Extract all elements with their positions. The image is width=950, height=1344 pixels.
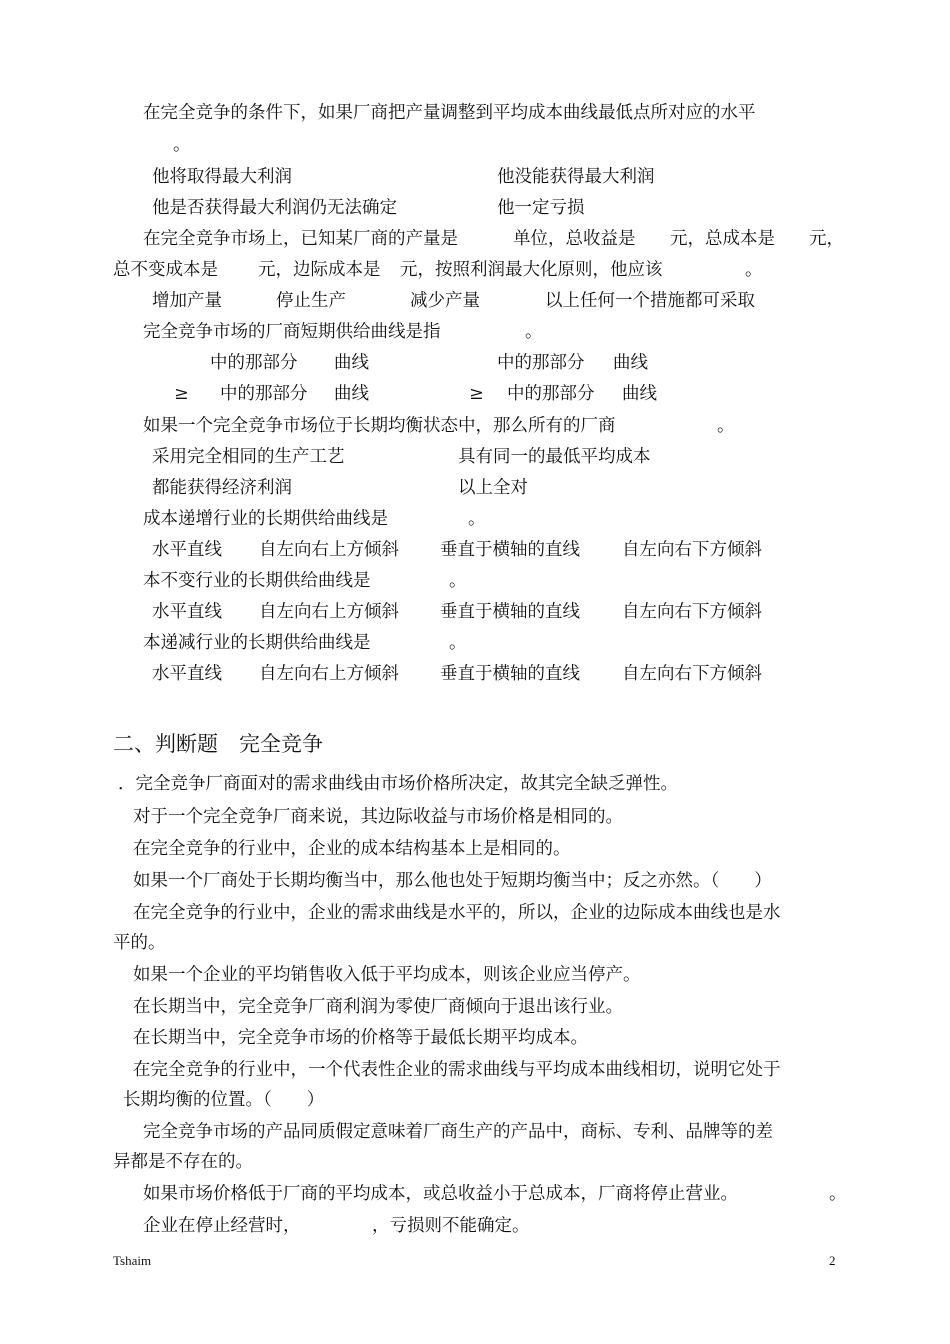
- q7-option-b: 自左向右上方倾斜: [259, 664, 399, 684]
- q4-option-d: 以上全对: [458, 478, 528, 498]
- q4-option-b: 具有同一的最低平均成本: [458, 447, 651, 467]
- q3-option-c-part1: 中的那部分: [220, 384, 308, 404]
- q6-option-c: 垂直于横轴的直线: [440, 602, 580, 622]
- q2-line2-part4: 。: [745, 260, 763, 280]
- q2-option-b: 停止生产: [276, 291, 346, 311]
- q3-option-d-part1: 中的那部分: [507, 384, 595, 404]
- q5-option-a: 水平直线: [152, 540, 222, 560]
- tf-item: 在长期当中，完全竞争市场的价格等于最低长期平均成本。: [133, 1028, 588, 1048]
- q6-stem: 本不变行业的长期供给曲线是: [143, 571, 371, 591]
- q4-option-a: 采用完全相同的生产工艺: [152, 447, 345, 467]
- q3-option-a-part1: 中的那部分: [210, 353, 298, 373]
- tf-item-part1: 企业在停止经营时，: [143, 1216, 301, 1236]
- tf-item: 在完全竞争的行业中，企业的成本结构基本上是相同的。: [133, 839, 571, 859]
- q2-stem-part1: 在完全竞争市场上，已知某厂商的产量是: [143, 229, 458, 249]
- q3-stem: 完全竞争市场的厂商短期供给曲线是指: [143, 322, 441, 342]
- footer-label: Tshaim: [113, 1253, 152, 1268]
- q2-line2-part3: 元，按照利润最大化原则，他应该: [400, 260, 663, 280]
- q2-option-c: 减少产量: [410, 291, 480, 311]
- q5-option-d: 自左向右下方倾斜: [622, 540, 762, 560]
- tf-item-continuation: 平的。: [113, 933, 166, 953]
- q3-option-d-symbol: ≥: [469, 384, 484, 404]
- q4-stem-end: 。: [717, 416, 735, 436]
- q6-stem-end: 。: [449, 571, 467, 591]
- q6-option-a: 水平直线: [152, 602, 222, 622]
- q3-option-d-part2: 曲线: [622, 384, 657, 404]
- q5-stem-end: 。: [468, 509, 486, 529]
- q1-stem-end: 。: [173, 135, 191, 155]
- q1-stem: 在完全竞争的条件下，如果厂商把产量调整到平均成本曲线最低点所对应的水平: [143, 103, 756, 123]
- q3-option-a-part2: 曲线: [334, 353, 369, 373]
- tf-item-continuation: 异都是不存在的。: [113, 1152, 253, 1172]
- q6-option-b: 自左向右上方倾斜: [259, 602, 399, 622]
- q2-stem-part3: 元，总成本是: [670, 229, 775, 249]
- q1-option-a: 他将取得最大利润: [152, 167, 292, 187]
- q5-option-c: 垂直于横轴的直线: [440, 540, 580, 560]
- q1-option-c: 他是否获得最大利润仍无法确定: [152, 198, 397, 218]
- q7-option-a: 水平直线: [152, 664, 222, 684]
- tf-item-end-mark: 。: [829, 1184, 847, 1204]
- q7-option-c: 垂直于横轴的直线: [440, 664, 580, 684]
- section-heading: 二、判断题 完全竞争: [113, 732, 323, 756]
- q7-option-d: 自左向右下方倾斜: [622, 664, 762, 684]
- q5-stem: 成本递增行业的长期供给曲线是: [143, 509, 388, 529]
- q2-line2-part2: 元，边际成本是: [258, 260, 381, 280]
- tf-item: ．完全竞争厂商面对的需求曲线由市场价格所决定，故其完全缺乏弹性。: [118, 774, 678, 794]
- tf-item: 在完全竞争的行业中，企业的需求曲线是水平的，所以，企业的边际成本曲线也是水: [133, 903, 781, 923]
- tf-item-continuation: 长期均衡的位置。（ ）: [123, 1090, 325, 1110]
- tf-item-part2: ，亏损则不能确定。: [372, 1216, 530, 1236]
- q5-option-b: 自左向右上方倾斜: [259, 540, 399, 560]
- tf-item: 对于一个完全竞争厂商来说，其边际收益与市场价格是相同的。: [133, 807, 623, 827]
- q2-stem-part4: 元，: [809, 229, 844, 249]
- q3-stem-end: 。: [525, 322, 543, 342]
- q2-line2-part1: 总不变成本是: [113, 260, 218, 280]
- tf-item: 如果一个厂商处于长期均衡当中，那么他也处于短期均衡当中；反之亦然。（ ）: [133, 871, 772, 891]
- q7-stem-end: 。: [449, 633, 467, 653]
- q4-stem: 如果一个完全竞争市场位于长期均衡状态中，那么所有的厂商: [143, 416, 616, 436]
- q7-stem: 本递减行业的长期供给曲线是: [143, 633, 371, 653]
- q2-option-d: 以上任何一个措施都可采取: [545, 291, 755, 311]
- q1-option-d: 他一定亏损: [497, 198, 585, 218]
- page-number: 2: [829, 1253, 836, 1268]
- q4-option-c: 都能获得经济利润: [152, 478, 292, 498]
- q2-option-a: 增加产量: [152, 291, 222, 311]
- tf-item: 完全竞争市场的产品同质假定意味着厂商生产的产品中，商标、专利、品牌等的差: [143, 1122, 773, 1142]
- q3-option-c-symbol: ≥: [174, 384, 189, 404]
- q3-option-b-part1: 中的那部分: [497, 353, 585, 373]
- q2-stem-part2: 单位，总收益是: [513, 229, 636, 249]
- tf-item: 如果一个企业的平均销售收入低于平均成本，则该企业应当停产。: [133, 965, 641, 985]
- q6-option-d: 自左向右下方倾斜: [622, 602, 762, 622]
- q3-option-c-part2: 曲线: [334, 384, 369, 404]
- tf-item: 如果市场价格低于厂商的平均成本，或总收益小于总成本，厂商将停止营业。: [143, 1184, 738, 1204]
- q3-option-b-part2: 曲线: [613, 353, 648, 373]
- q1-option-b: 他没能获得最大利润: [497, 167, 655, 187]
- tf-item: 在完全竞争的行业中，一个代表性企业的需求曲线与平均成本曲线相切，说明它处于: [133, 1060, 781, 1080]
- tf-item: 在长期当中，完全竞争厂商利润为零使厂商倾向于退出该行业。: [133, 997, 623, 1017]
